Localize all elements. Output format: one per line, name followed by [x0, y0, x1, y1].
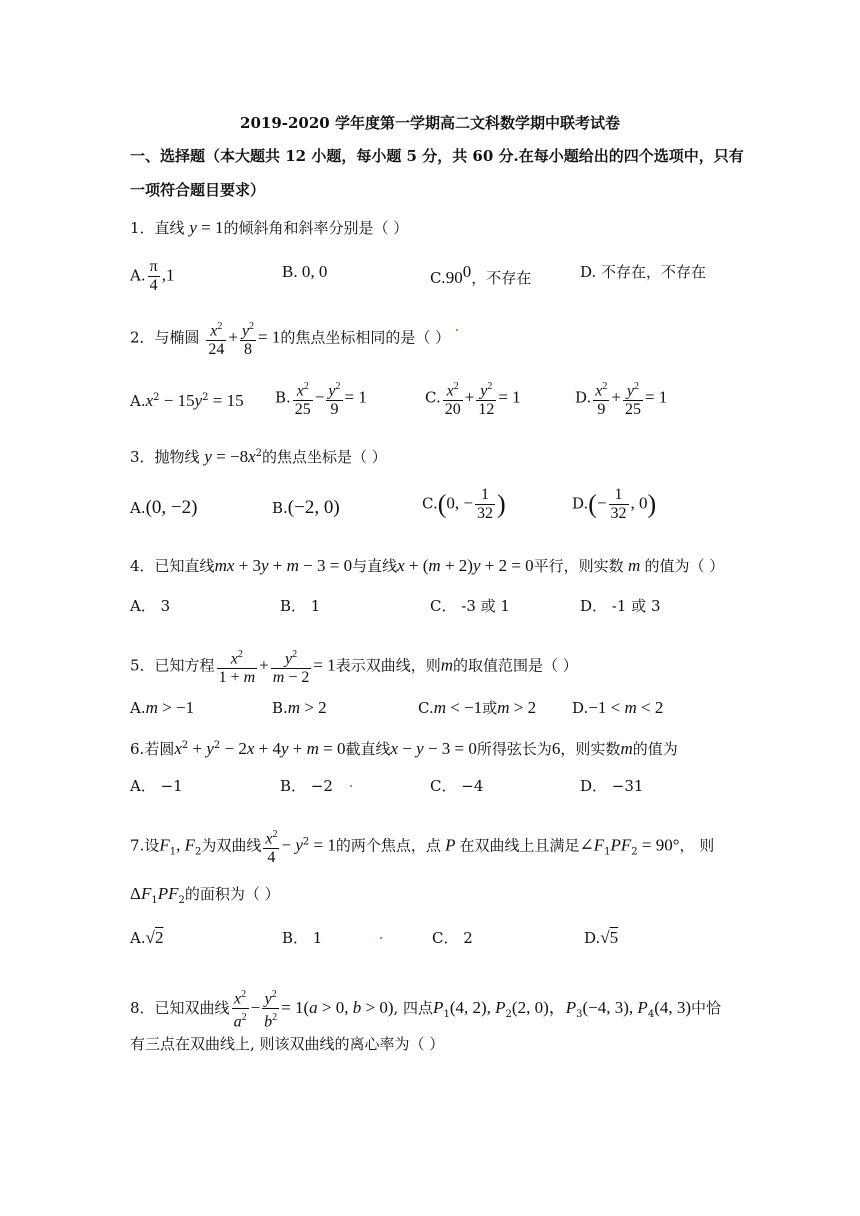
question-1: 1．直线 y = 1的倾斜角和斜率分别是（ ） — [130, 218, 409, 237]
q4-option-d: D． -1 或 3 — [580, 597, 661, 615]
q1-option-d: D. 不存在，不存在 — [580, 263, 707, 281]
q2-option-d: D. $\frac{x^2}{9}$ + $\frac{y^2}{25}$ = 1 — [575, 378, 667, 419]
question-6: 6.若圆$x^2 + y^2 - 2x + 4y + m = 0$截直线x − y − 3 = 0所得弦长为6，则实数m的值为 — [130, 739, 678, 758]
q2-option-c: C. $\frac{x^2}{20}$ + $\frac{y^2}{12}$ = 1 — [425, 378, 521, 419]
q6-option-d: D． −31 — [580, 777, 644, 795]
q1-option-b: B. 0, 0 — [282, 262, 328, 281]
q5-option-c: C.m < −1或m > 2 — [418, 698, 537, 717]
q6-option-a: A． −1 — [130, 777, 183, 795]
q6-option-b: B． −2 — [280, 777, 333, 795]
question-2: 2．与椭圆 $\frac{x^2}{24}$ + $\frac{y^2}{8}$ = 1的焦点坐标相同的是（ ） — [130, 318, 450, 359]
q1-post: 的倾斜角和斜率分别是（ ） — [223, 219, 409, 237]
q1-option-c: $C.90^0$，不存在 — [430, 262, 532, 287]
q5-option-d: D.−1 < m < 2 — [572, 698, 664, 717]
q2-option-a: $A.x^2 - 15y^2 = 15$ — [130, 391, 244, 410]
exam-title: 2019-2020 学年度第一学期高二文科数学期中联考试卷 — [240, 114, 620, 132]
question-7: 7.设$F_1$, $F_2$为双曲线 $\frac{x^2}{4}$ − $y^2 = 1$的两个焦点，点 P 在双曲线上且满足$\angle F_1PF_2 = 90^\circ$， 则 — [130, 826, 714, 867]
section-heading-line2: 一项符合题目要求） — [130, 181, 266, 199]
question-4: 4．已知直线mx + 3y + m − 3 = 0与直线x + (m + 2)y + 2 = 0平行，则实数 m 的值为（ ） — [130, 556, 725, 575]
question-3: 3．抛物线 $y = -8x^2$的焦点坐标是（ ） — [130, 447, 387, 466]
question-7-line2: $\Delta F_1PF_2$的面积为（ ） — [130, 884, 280, 906]
q4-option-b: B． 1 — [280, 597, 321, 615]
artifact-dot — [350, 785, 352, 787]
q1-pre: 直线 — [154, 219, 185, 237]
q3-option-d: D.(− $\frac{1}{32}$ , 0) — [572, 486, 657, 522]
section-heading-line1: 一、选择题（本大题共 12 小题，每小题 5 分，共 60 分.在每小题给出的四个选项中，只有 — [130, 147, 744, 165]
question-8-line2: 有三点在双曲线上, 则该双曲线的离心率为（ ） — [130, 1035, 445, 1053]
q4-option-a: A． 3 — [130, 597, 171, 615]
q6-option-c: C． −4 — [430, 777, 484, 795]
q1-option-a: A. $\frac{\pi}{4}$ ,1 — [130, 258, 175, 294]
q3-option-a: A.(0, −2) — [130, 497, 198, 518]
question-5: 5．已知方程 $\frac{x^2}{1 + m}$ + $\frac{y^2}{m - 2}$ = 1表示双曲线，则m的取值范围是（ ） — [130, 646, 578, 687]
q3-option-c: C.(0, − $\frac{1}{32}$ ) — [422, 486, 506, 522]
artifact-dot — [456, 329, 458, 331]
q4-option-c: C． -3 或 1 — [430, 597, 510, 615]
q7-option-a: A.√2 — [130, 928, 164, 947]
q7-option-d: D.√5 — [584, 928, 619, 947]
q7-option-c: C． 2 — [432, 929, 473, 947]
q5-option-a: A.m > −1 — [130, 698, 195, 717]
q1-number: 1． — [130, 219, 155, 237]
q2-option-b: B. $\frac{x^2}{25}$ − $\frac{y^2}{9}$ = 1 — [275, 378, 367, 419]
question-8: 8．已知双曲线 $\frac{x^2}{a^2}$ − $\frac{y^2}{b^2}$ = 1(a > 0, b > 0), 四点$P_1(4$, 2), $P_2(2$, 0)，$P_3(-4$, 3), $P_4(4$, 3)中恰 — [130, 986, 721, 1032]
q3-option-b: B.(−2, 0) — [272, 497, 340, 518]
q5-option-b: B.m > 2 — [272, 698, 327, 717]
artifact-dot — [380, 937, 382, 939]
q7-option-b: B． 1 — [282, 929, 323, 947]
